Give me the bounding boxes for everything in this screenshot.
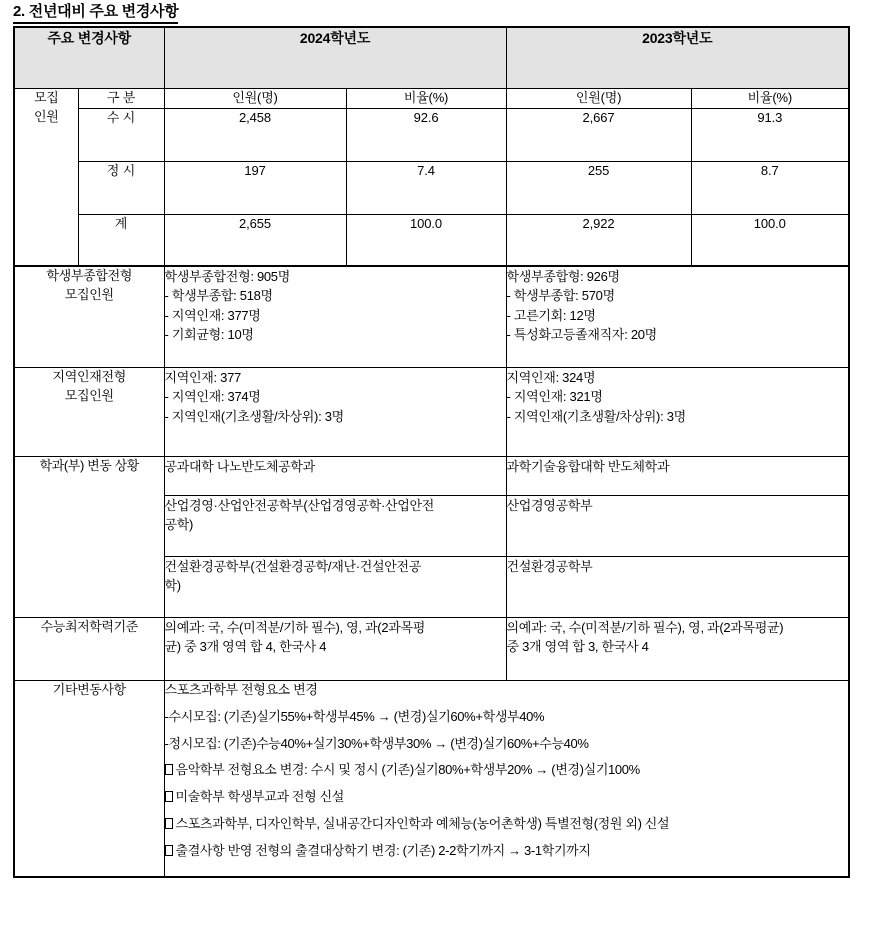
other-change-line-4: 미술학부 학생부교과 전형 신설 xyxy=(165,788,849,807)
jeongsi-count-2024: 197 xyxy=(164,161,346,214)
enrollment-group-label-line1: 모집 xyxy=(33,90,59,105)
csat-minimum-2023 xyxy=(506,617,849,680)
local-talent-2024-line-1: - 지역인재: 374명 xyxy=(164,389,261,405)
department-change-3-2024 xyxy=(164,556,506,617)
header-year-2023: 2023학년도 xyxy=(506,27,849,89)
csat-minimum-2024 xyxy=(164,617,506,680)
csat-minimum-2023-line-1: 중 3개 영역 합 3, 한국사 4 xyxy=(506,639,649,655)
row-division-total: 계 xyxy=(78,214,164,266)
table-row-other-changes xyxy=(14,680,849,877)
row-division-jeongsi: 정 시 xyxy=(78,161,164,214)
jeongsi-ratio-2024: 7.4 xyxy=(346,161,506,214)
bullet-box-icon xyxy=(165,845,173,856)
comprehensive-2024-content xyxy=(164,266,506,368)
local-talent-2023-line-2: - 지역인재(기초생활/차상위): 3명 xyxy=(506,408,686,424)
other-changes-content xyxy=(164,680,849,877)
table-row-department-change-1 xyxy=(14,456,849,495)
table-row-comprehensive xyxy=(14,266,849,368)
comprehensive-2023-content xyxy=(506,266,849,368)
department-change-2-2024-line-1: 공학) xyxy=(164,517,194,533)
comprehensive-label-line2: 모집인원 xyxy=(64,286,114,302)
comprehensive-2023-line-0: 학생부종합형: 926명 xyxy=(506,268,620,284)
other-change-line-1: -수시모집: (기존)실기55%+학생부45% → (변경)실기60%+학생부40% xyxy=(164,708,545,724)
csat-minimum-label: 수능최저학력기준 xyxy=(14,617,164,680)
department-change-3-2023 xyxy=(506,556,849,617)
total-ratio-2023: 100.0 xyxy=(691,214,849,266)
susi-count-2024: 2,458 xyxy=(164,108,346,161)
table-row-susi xyxy=(14,108,849,161)
other-change-line-2: -정시모집: (기존)수능40%+실기30%+학생부30% → (변경)실기60%+수능40% xyxy=(164,735,589,751)
total-ratio-2024: 100.0 xyxy=(346,214,506,266)
local-talent-label xyxy=(14,367,164,456)
bullet-box-icon xyxy=(165,791,173,802)
department-changes-label: 학과(부) 변동 상황 xyxy=(14,456,164,617)
local-talent-2024-line-2: - 지역인재(기초생활/차상위): 3명 xyxy=(164,408,344,424)
subheader-count-2023: 인원(명) xyxy=(506,89,691,109)
total-count-2024: 2,655 xyxy=(164,214,346,266)
subheader-count-2024: 인원(명) xyxy=(164,89,346,109)
table-subheader-row xyxy=(14,89,849,109)
susi-ratio-2024: 92.6 xyxy=(346,108,506,161)
department-change-3-2024-line-1: 학) xyxy=(164,578,181,594)
total-count-2023: 2,922 xyxy=(506,214,691,266)
header-year-2024: 2024학년도 xyxy=(164,27,506,89)
subheader-ratio-2024: 비율(%) xyxy=(346,89,506,109)
department-change-2-2023-line-0: 산업경영공학부 xyxy=(506,497,593,513)
comprehensive-2024-line-0: 학생부종합전형: 905명 xyxy=(164,268,290,284)
department-change-2-2024-line-0: 산업경영·산업안전공학부(산업경영공학·산업안전 xyxy=(164,497,435,513)
subheader-ratio-2023: 비율(%) xyxy=(691,89,849,109)
csat-minimum-2024-line-1: 균) 중 3개 영역 합 4, 한국사 4 xyxy=(164,639,327,655)
department-change-1-2023-line-0: 과학기술융합대학 반도체학과 xyxy=(506,458,670,474)
comprehensive-label xyxy=(14,266,164,368)
local-talent-2024-content xyxy=(164,367,506,456)
local-talent-2024-line-0: 지역인재: 377 xyxy=(164,369,241,385)
jeongsi-count-2023: 255 xyxy=(506,161,691,214)
enrollment-group-label xyxy=(14,89,78,266)
local-talent-label-line1: 지역인재전형 xyxy=(52,368,127,384)
department-change-3-2024-line-0: 건설환경공학부(건설환경공학/재난·건설안전공 xyxy=(164,558,422,574)
department-change-2-2023 xyxy=(506,495,849,556)
header-main-label: 주요 변경사항 xyxy=(14,27,164,89)
bullet-box-icon xyxy=(165,764,173,775)
comprehensive-2024-line-3: - 기회균형: 10명 xyxy=(164,327,254,343)
department-change-1-2023 xyxy=(506,456,849,495)
department-change-1-2024-line-0: 공과대학 나노반도체공학과 xyxy=(164,458,315,474)
other-changes-label: 기타변동사항 xyxy=(14,680,164,877)
jeongsi-ratio-2023: 8.7 xyxy=(691,161,849,214)
table-row-csat-minimum xyxy=(14,617,849,680)
department-change-2-2024 xyxy=(164,495,506,556)
table-header-row xyxy=(14,27,849,89)
changes-comparison-table xyxy=(13,26,850,878)
other-change-line-5: 스포츠과학부, 디자인학부, 실내공간디자인학과 예체능(농어촌학생) 특별전형(정원 외) 신설 xyxy=(165,815,849,834)
local-talent-2023-content xyxy=(506,367,849,456)
table-row-local-talent xyxy=(14,367,849,456)
department-change-1-2024 xyxy=(164,456,506,495)
table-row-jeongsi xyxy=(14,161,849,214)
other-change-line-3: 음악학부 전형요소 변경: 수시 및 정시 (기존)실기80%+학생부20% → (변경)실기100% xyxy=(165,761,849,780)
local-talent-label-line2: 모집인원 xyxy=(64,387,114,403)
comprehensive-2024-line-1: - 학생부종합: 518명 xyxy=(164,288,273,304)
bullet-box-icon xyxy=(165,818,173,829)
row-division-susi: 수 시 xyxy=(78,108,164,161)
other-change-line-0: 스포츠과학부 전형요소 변경 xyxy=(164,681,318,697)
csat-minimum-2023-line-0: 의예과: 국, 수(미적분/기하 필수), 영, 과(2과목평균) xyxy=(506,619,784,635)
page-title: 2. 전년대비 주요 변경사항 xyxy=(13,3,178,24)
comprehensive-label-line1: 학생부종합전형 xyxy=(46,267,133,283)
comprehensive-2023-line-2: - 고른기회: 12명 xyxy=(506,307,596,323)
table-row-total xyxy=(14,214,849,266)
comprehensive-2024-line-2: - 지역인재: 377명 xyxy=(164,307,261,323)
enrollment-group-label-line2: 인원 xyxy=(33,108,59,124)
susi-ratio-2023: 91.3 xyxy=(691,108,849,161)
local-talent-2023-line-1: - 지역인재: 321명 xyxy=(506,389,603,405)
department-change-3-2023-line-0: 건설환경공학부 xyxy=(506,558,593,574)
comprehensive-2023-line-3: - 특성화고등졸재직자: 20명 xyxy=(506,327,657,343)
comprehensive-2023-line-1: - 학생부종합: 570명 xyxy=(506,288,615,304)
local-talent-2023-line-0: 지역인재: 324명 xyxy=(506,369,596,385)
subheader-division: 구 분 xyxy=(78,89,164,109)
csat-minimum-2024-line-0: 의예과: 국, 수(미적분/기하 필수), 영, 과(2과목평 xyxy=(164,619,426,635)
other-change-line-6: 출결사항 반영 전형의 출결대상학기 변경: (기존) 2-2학기까지 → 3-1학기까지 xyxy=(165,842,849,861)
susi-count-2023: 2,667 xyxy=(506,108,691,161)
